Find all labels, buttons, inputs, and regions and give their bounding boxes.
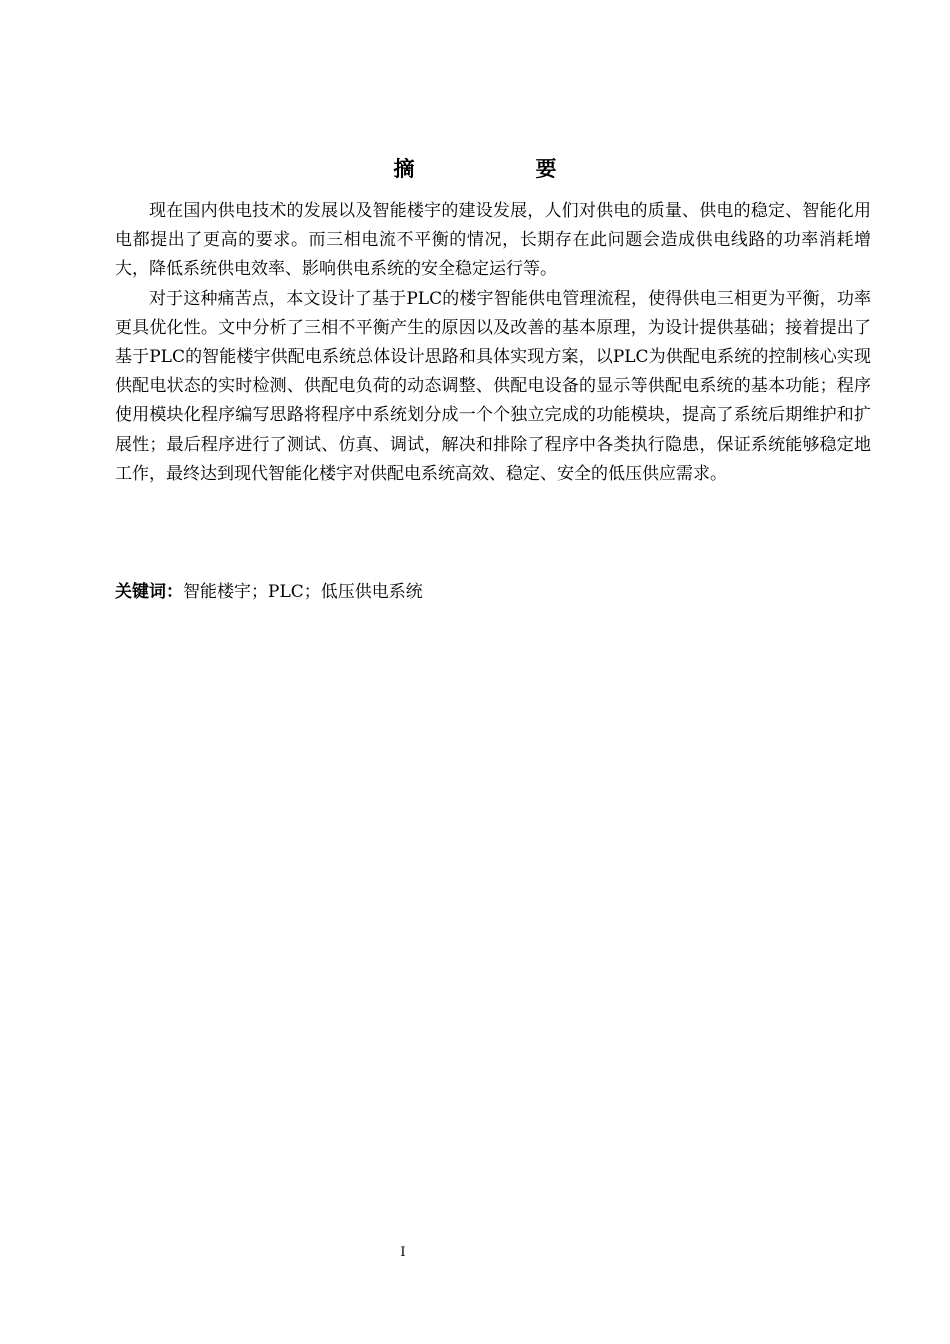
keywords-label: 关键词：	[115, 582, 183, 602]
abstract-title: 摘 要	[393, 157, 607, 181]
abstract-paragraph-2: 对于这种痛苦点，本文设计了基于PLC的楼宇智能供电管理流程，使得供电三相更为平衡，功率更具优化性。文中分析了三相不平衡产生的原因以及改善的基本原理，为设计提供基础；接着提出了基于PLC的智能楼宇供配电系统总体设计思路和具体实现方案，以PLC为供配电系统的控制核心实现供配电状态的实时检测、供配电负荷的动态调整、供配电设备的显示等供配电系统的基本功能；程序使用模块化程序编写思路将程序中系统划分成一个个独立完成的功能模块，提高了系统后期维护和扩展性；最后程序进行了测试、仿真、调试，解决和排除了程序中各类执行隐患，保证系统能够稳定地工作，最终达到现代智能化楼宇对供配电系统高效、稳定、安全的低压供应需求。	[115, 288, 871, 484]
keywords-text: 智能楼宇；PLC；低压供电系统	[183, 582, 423, 602]
abstract-body	[115, 197, 871, 489]
page-number: I	[400, 1245, 406, 1260]
keywords-line	[115, 578, 871, 607]
abstract-paragraph-1: 现在国内供电技术的发展以及智能楼宇的建设发展，人们对供电的质量、供电的稳定、智能化用电都提出了更高的要求。而三相电流不平衡的情况，长期存在此问题会造成供电线路的功率消耗增大，降低系统供电效率、影响供电系统的安全稳定运行等。	[115, 201, 871, 280]
